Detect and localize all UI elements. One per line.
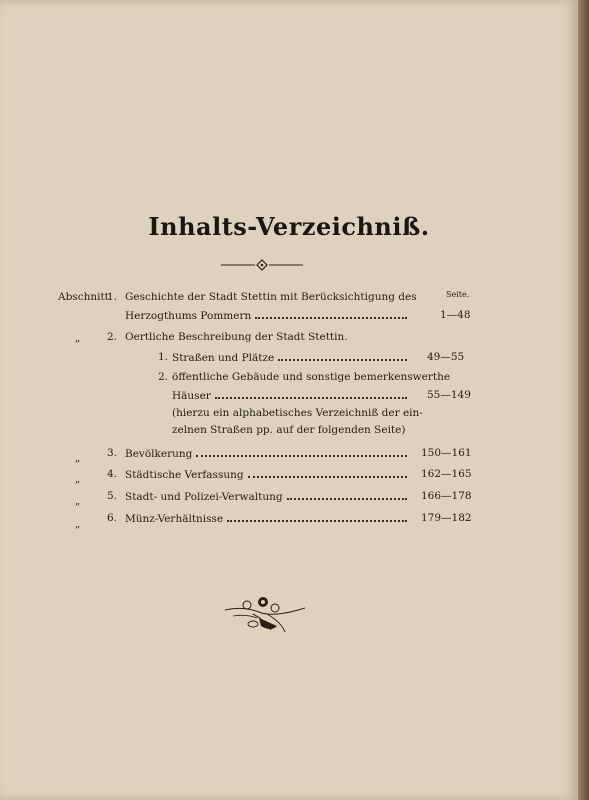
toc-entry-row xyxy=(125,465,411,483)
toc-page-range: 150—161 xyxy=(421,447,472,459)
leader-dots xyxy=(227,509,407,522)
ditto-mark: „ xyxy=(75,453,81,464)
leader-dots xyxy=(196,444,407,457)
page-edge xyxy=(578,0,589,800)
toc-number: 2. xyxy=(107,331,118,343)
toc-entry-row xyxy=(125,509,411,527)
toc-page-range: 55—149 xyxy=(427,389,471,401)
toc-entry-row xyxy=(172,348,411,366)
page-title: Inhalts-Verzeichniß. xyxy=(148,212,430,241)
toc-entry-title: öffentliche Gebäude und sonstige bemerkenswerthe xyxy=(172,371,451,383)
toc-entry-row xyxy=(172,386,411,404)
ditto-mark: „ xyxy=(75,333,81,344)
toc-page-range: 179—182 xyxy=(421,512,472,524)
toc-number: 5. xyxy=(107,490,118,502)
toc-number: 3. xyxy=(107,447,118,459)
toc-entry-row xyxy=(125,306,411,324)
leader-dots xyxy=(248,465,407,478)
toc-note: (hierzu ein alphabetisches Verzeichniß der ein- xyxy=(172,407,423,419)
leader-dots xyxy=(255,306,407,319)
toc-entry-row xyxy=(125,487,411,505)
toc-note: zelnen Straßen pp. auf der folgenden Seite) xyxy=(172,424,406,436)
toc-entry-row xyxy=(125,444,411,462)
toc-entry-title: Geschichte der Stadt Stettin mit Berücksichtigung des xyxy=(125,291,417,303)
leader-dots xyxy=(287,487,407,500)
toc-page-range: 49—55 xyxy=(427,351,465,363)
seite-label: Seite. xyxy=(446,290,470,299)
toc-entry-title: Herzogthums Pommern xyxy=(125,310,252,322)
toc-entry-title: Münz-Verhältnisse xyxy=(125,513,224,525)
toc-entry-title: Straßen und Plätze xyxy=(172,352,275,364)
leader-dots xyxy=(278,348,407,361)
toc-number: 6. xyxy=(107,512,118,524)
toc-page-range: 1—48 xyxy=(440,309,471,321)
toc-entry-title: Stadt- und Polizei-Verwaltung xyxy=(125,491,283,503)
toc-entry-title: Städtische Verfassung xyxy=(125,469,244,481)
toc-number: 4. xyxy=(107,468,118,480)
toc-number: 1. xyxy=(107,291,118,303)
ditto-mark: „ xyxy=(75,496,81,507)
flower-vignette-icon xyxy=(223,596,307,636)
toc-entry-title: Häuser xyxy=(172,390,211,402)
toc-entry-title: Oertliche Beschreibung der Stadt Stettin. xyxy=(125,331,348,343)
toc-sub-number: 1. xyxy=(158,351,169,363)
toc-entry-title: Bevölkerung xyxy=(125,448,193,460)
toc-page-range: 162—165 xyxy=(421,468,472,480)
ditto-mark: „ xyxy=(75,519,81,530)
leader-dots xyxy=(215,386,407,399)
divider-ornament-icon xyxy=(219,258,305,272)
toc-prefix-abschnitt: Abschnitt xyxy=(58,291,109,303)
toc-page-range: 166—178 xyxy=(421,490,472,502)
ditto-mark: „ xyxy=(75,474,81,485)
toc-sub-number: 2. xyxy=(158,371,169,383)
